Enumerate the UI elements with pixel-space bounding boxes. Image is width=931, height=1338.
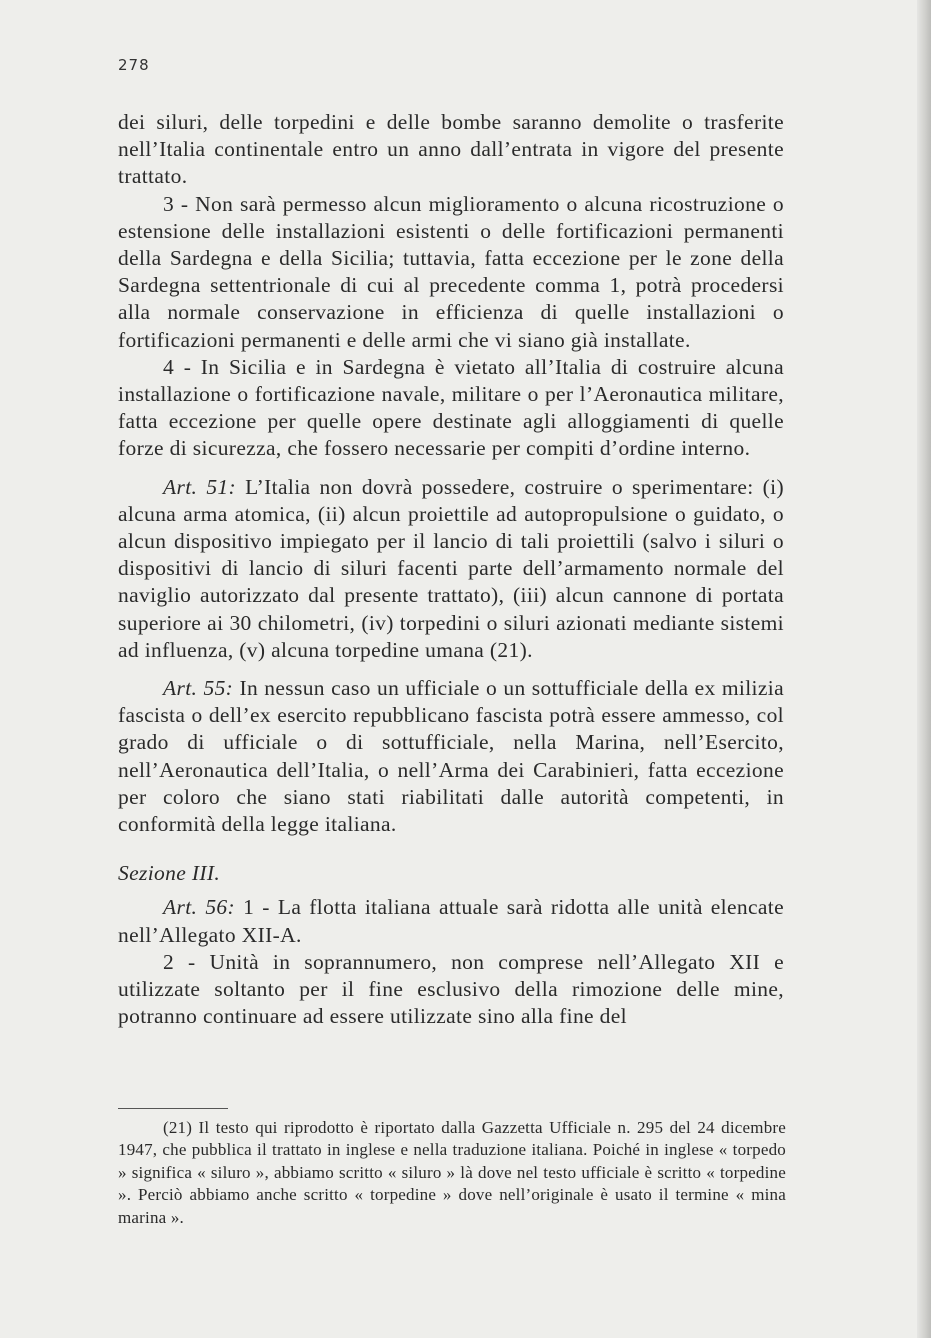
article-51 [118,474,784,664]
article-56 [118,894,784,948]
footnote-21: (21) Il testo qui riprodotto è riportato dalla Gazzetta Ufficiale n. 295 del 24 dicembre 1947, che pubblica il trattato in inglese e nella traduzione italiana. Poiché in inglese « torpedo » significa « siluro », abbiamo scritto « siluro » là dove nel testo ufficiale è scritto « torpedine ». Perciò abbiamo anche scritto « torpedine » dove nell’originale è usato il termine « mina marina ». [118,1118,786,1227]
section-heading: Sezione III. [118,861,221,886]
page-number: 278 [118,56,150,74]
paragraph-comma-3: 3 - Non sarà permesso alcun miglioramento o alcuna ricostruzione o estensione delle installazioni esistenti o delle fortificazioni permanenti della Sardegna e della Sicilia; tuttavia, fatta eccezione per le zone della Sardegna settentrionale di cui al precedente comma 1, potrà procedersi alla normale conservazione in efficienza di quelle installazioni o fortificazioni permanenti e delle armi che vi siano già installate. [118,191,784,352]
paragraph-art56-comma-2: 2 - Unità in soprannumero, non comprese nell’Allegato XII e utilizzate soltanto per il fine esclusivo della rimozione delle mine, potranno continuare ad essere utilizzate sino alla fine del [118,949,784,1029]
page-scan-edge [917,0,931,1338]
article-56-label: Art. 56: [163,895,236,920]
article-55 [118,675,784,838]
article-56-text: 1 - La flotta italiana attuale sarà ridotta alle unità elencate nell’Allegato XII-A. [118,895,785,947]
paragraph-comma-4: 4 - In Sicilia e in Sardegna è vietato all’Italia di costruire alcuna installazione o fortificazione navale, militare o per l’Aeronautica militare, fatta eccezione per quelle opere destinate agli alloggiamenti di quelle forze di sicurezza, che fossero necessarie per compiti d’ordine interno. [118,354,784,461]
body-text [118,109,784,1031]
article-55-text: In nessun caso un ufficiale o un sottufficiale della ex milizia fascista o dell’ex esercito repubblicano fascista potrà essere ammesso, col grado di ufficiale o di sottufficiale, nella Marina, nell’Esercito, nell’Aeronautica dell’Italia, o nell’Arma dei Carabinieri, fatta eccezione per coloro che siano stati riabilitati dalle autorità competenti, in conformità della legge italiana. [118,676,784,837]
article-51-label: Art. 51: [163,474,237,499]
article-51-text: L’Italia non dovrà possedere, costruire o sperimentare: (i) alcuna arma atomica, (ii) alcun proiettile ad autopropulsione o guidato, o alcun dispositivo impiegato per il lancio di tali proiettili (salvo i siluri o dispositivi di lancio di siluri facenti parte dell’armamento normale del naviglio autorizzato dal presente trattato), (iii) alcun cannone di portata superiore ai 30 chilometri, (iv) torpedini o siluri azionati mediante sistemi ad influenza, (v) alcuna torpedine umana (21). [118,474,785,662]
paragraph-continuation: dei siluri, delle torpedini e delle bombe saranno demolite o trasferite nell’Italia continentale entro un anno dall’entrata in vigore del presente trattato. [118,110,784,189]
footnote-divider [118,1108,228,1109]
article-55-label: Art. 55: [163,676,234,701]
